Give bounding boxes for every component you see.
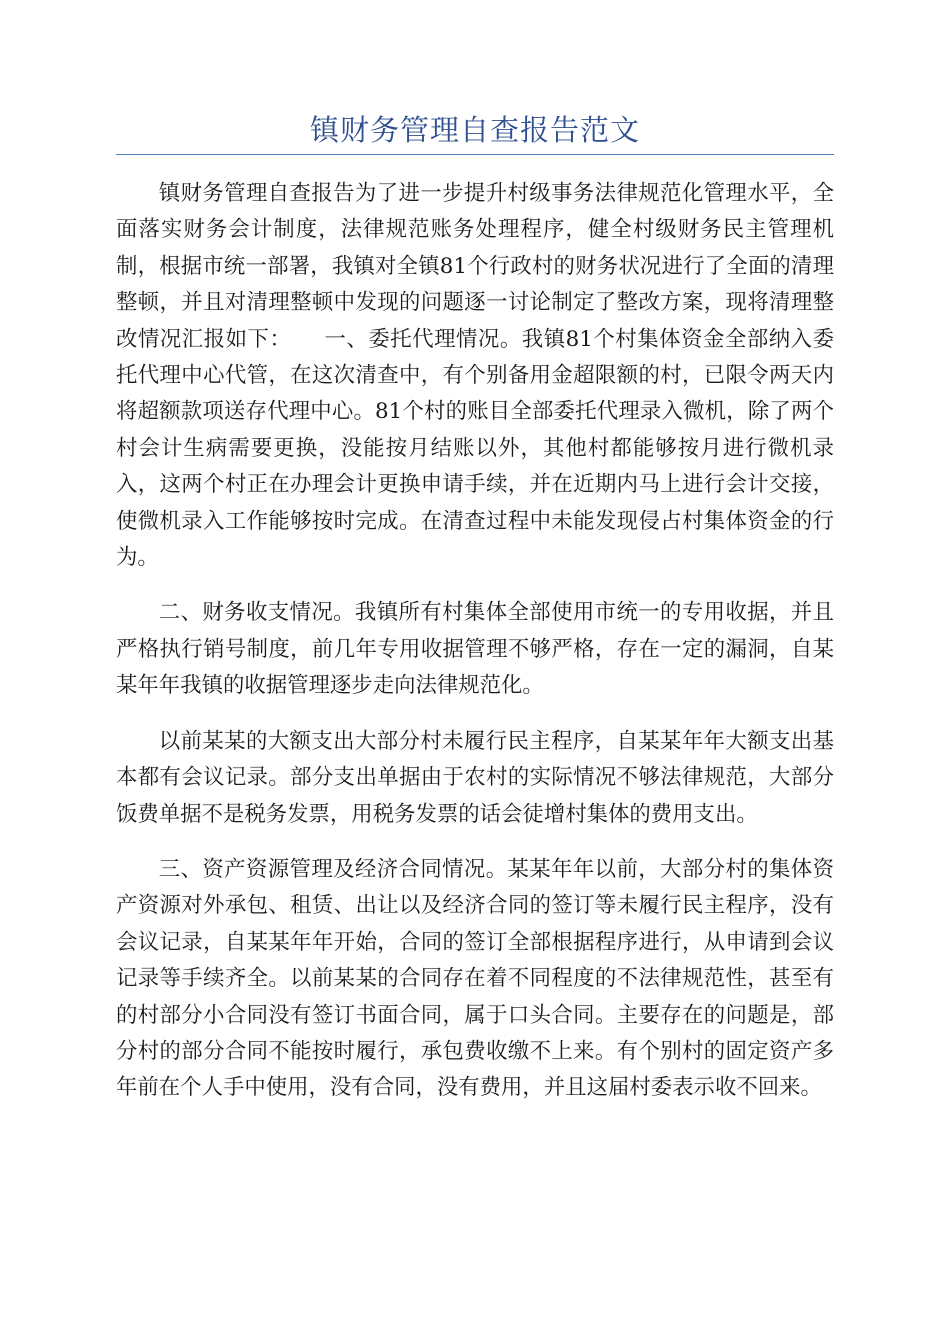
title-underline	[116, 154, 834, 155]
paragraph-section-2: 二、财务收支情况。我镇所有村集体全部使用市统一的专用收据，并且严格执行销号制度，前几年专用收据管理不够严格，存在一定的漏洞，自某某年年我镇的收据管理逐步走向法律规范化。	[116, 600, 834, 699]
paragraph-intro-and-section-1: 镇财务管理自查报告为了进一步提升村级事务法律规范化管理水平，全面落实财务会计制度，法律规范账务处理程序，健全村级财务民主管理机制，根据市统一部署，我镇对全镇81个行政村的财务状况进行了全面的清理整顿，并且对清理整顿中发现的问题逐一讨论制定了整改方案，现将清理整改情况汇报如下： 一、委托代理情况。我镇81个村集体资金全部纳入委托代理中心代管，在这次清查中，有个别备用金超限额的村，已限令两天内将超额款项送存代理中心。81个村的账目全部委托代理录入微机，除了两个村会计生病需要更换，没能按月结账以外，其他村都能够按月进行微机录入，这两个村正在办理会计更换申请手续，并在近期内马上进行会计交接，使微机录入工作能够按时完成。在清查过程中未能发现侵占村集体资金的行为。	[116, 181, 834, 571]
document-title: 镇财务管理自查报告范文	[309, 113, 640, 147]
paragraph-large-expenses: 以前某某的大额支出大部分村未履行民主程序，自某某年年大额支出基本都有会议记录。部分支出单据由于农村的实际情况不够法律规范，大部分饭费单据不是税务发票，用税务发票的话会徒增村集体的费用支出。	[116, 728, 834, 827]
paragraph-section-3: 三、资产资源管理及经济合同情况。某某年年以前，大部分村的集体资产资源对外承包、租赁、出让以及经济合同的签订等未履行民主程序，没有会议记录，自某某年年开始，合同的签订全部根据程序进行，从申请到会议记录等手续齐全。以前某某的合同存在着不同程度的不法律规范性，甚至有的村部分小合同没有签订书面合同，属于口头合同。主要存在的问题是，部分村的部分合同不能按时履行，承包费收缴不上来。有个别村的固定资产多年前在个人手中使用，没有合同，没有费用，并且这届村委表示收不回来。	[116, 856, 834, 1101]
document-body	[116, 176, 834, 1126]
